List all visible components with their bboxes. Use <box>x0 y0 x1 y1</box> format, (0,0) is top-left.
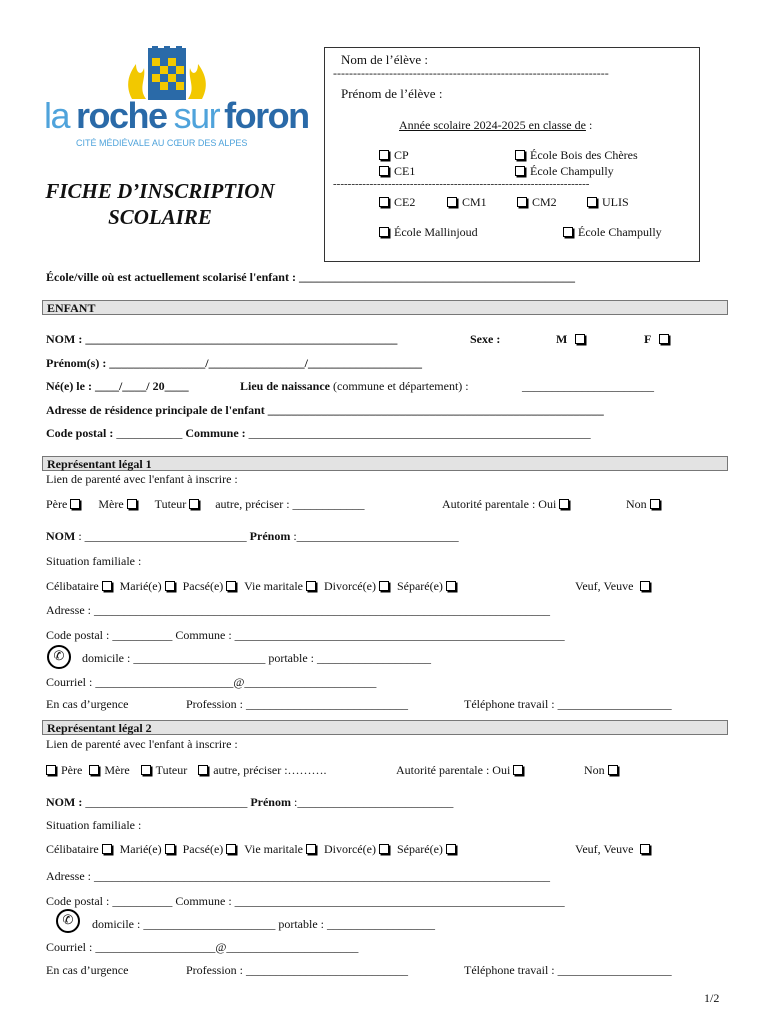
checkbox[interactable] <box>563 227 573 237</box>
checkbox[interactable] <box>89 765 99 775</box>
sex-option-m[interactable]: M <box>556 332 590 347</box>
rep1-option-mere[interactable]: Mère <box>98 497 141 511</box>
rep2-authority-no[interactable]: Non <box>584 763 623 778</box>
school-year-label: Année scolaire 2024-2025 en classe de : <box>399 118 593 132</box>
child-address-field[interactable]: Adresse de résidence principale de l'enfant ________________________________________________________ <box>46 403 604 417</box>
checkbox[interactable] <box>165 581 175 591</box>
page-title-line1: FICHE D’INSCRIPTION <box>45 179 275 203</box>
checkbox[interactable] <box>640 844 650 854</box>
checkbox[interactable] <box>306 844 316 854</box>
checkbox[interactable] <box>575 334 585 344</box>
logo-word-sur: sur <box>173 95 220 136</box>
checkbox[interactable] <box>306 581 316 591</box>
rep2-postal-commune-field[interactable]: Code postal : __________ Commune : _______________________________________________________ <box>46 894 565 908</box>
rep2-authority-yes[interactable]: Autorité parentale : Oui <box>396 763 528 778</box>
rep1-status-divorce[interactable]: Divorcé(e) <box>324 579 394 593</box>
child-firstnames-field[interactable]: Prénom(s) : ________________/________________/___________________ <box>46 356 422 370</box>
phone-icon: ✆ <box>47 645 71 669</box>
rep2-option-pere[interactable]: Père <box>46 763 82 777</box>
rep1-address-field[interactable]: Adresse : ____________________________________________________________________________ <box>46 603 550 617</box>
logo-tagline: CITÉ MÉDIÉVALE AU CŒUR DES ALPES <box>76 138 248 148</box>
rep1-status-veuf[interactable]: Veuf, Veuve <box>575 579 655 594</box>
logo-word-roche: roche <box>76 95 167 136</box>
rep2-phone-field[interactable]: domicile : ______________________ portable : __________________ <box>92 917 435 931</box>
checkbox[interactable] <box>189 499 199 509</box>
checkbox[interactable] <box>102 581 112 591</box>
sex-option-f[interactable]: F <box>644 332 674 347</box>
rep2-address-field[interactable]: Adresse : ____________________________________________________________________________ <box>46 869 550 883</box>
option-ulis[interactable]: ULIS <box>587 195 629 210</box>
logo-word-la: la <box>44 95 70 136</box>
rep1-authority-no[interactable]: Non <box>626 497 665 512</box>
rep1-status-celibataire[interactable]: Célibataire <box>46 579 117 593</box>
section-header-rep2: Représentant légal 2 <box>42 720 728 735</box>
rep1-name-field[interactable]: NOM : ___________________________ Prénom :___________________________ <box>46 529 459 543</box>
checkbox[interactable] <box>379 150 389 160</box>
rep1-status-marie[interactable]: Marié(e) <box>120 579 180 593</box>
rep1-authority-yes[interactable]: Autorité parentale : Oui <box>442 497 574 512</box>
checkbox[interactable] <box>165 844 175 854</box>
checkbox[interactable] <box>379 844 389 854</box>
option-cm2[interactable]: CM2 <box>517 195 557 210</box>
logo <box>40 44 309 154</box>
option-ce2[interactable]: CE2 <box>379 195 415 210</box>
checkbox[interactable] <box>379 166 389 176</box>
checkbox[interactable] <box>587 197 597 207</box>
checkbox[interactable] <box>559 499 569 509</box>
child-name-field[interactable]: NOM : ____________________________________________________ <box>46 332 398 346</box>
page-title <box>40 178 280 230</box>
rep2-status-divorce[interactable]: Divorcé(e) <box>324 842 394 856</box>
rep1-email-field[interactable]: Courriel : _______________________@______________________ <box>46 675 377 689</box>
checkbox[interactable] <box>446 844 456 854</box>
checkbox[interactable] <box>379 581 389 591</box>
rep2-status-pacse[interactable]: Pacsé(e) <box>183 842 242 856</box>
option-cp[interactable]: CP <box>379 148 409 163</box>
rep2-status-veuf[interactable]: Veuf, Veuve <box>575 842 655 857</box>
option-cm1[interactable]: CM1 <box>447 195 487 210</box>
checkbox[interactable] <box>513 765 523 775</box>
student-class-box <box>324 47 700 262</box>
rep2-status-celibataire[interactable]: Célibataire <box>46 842 117 856</box>
birth-place-line[interactable]: ______________________ <box>522 379 654 393</box>
dash-separator: --------------------------------------------------------------------- <box>333 66 609 80</box>
option-ce1[interactable]: CE1 <box>379 164 415 179</box>
checkbox[interactable] <box>447 197 457 207</box>
rep2-relationship-options <box>46 763 327 778</box>
checkbox[interactable] <box>226 581 236 591</box>
rep1-profession-field[interactable]: Profession : ___________________________ <box>186 697 408 711</box>
birth-place-field[interactable]: Lieu de naissance (commune et département) : <box>240 379 469 393</box>
rep2-family-status-options <box>46 842 461 857</box>
checkbox[interactable] <box>141 765 151 775</box>
checkbox[interactable] <box>608 765 618 775</box>
dash-separator-2: ---------------------------------------------------------------------- <box>333 178 590 190</box>
rep2-work-phone-field[interactable]: Téléphone travail : ___________________ <box>464 963 672 977</box>
rep1-option-pere[interactable]: Père <box>46 497 85 511</box>
option-ecole-champully-2[interactable]: École Champully <box>563 225 662 240</box>
rep2-family-status-label: Situation familiale : <box>46 818 142 832</box>
rep1-relationship-options <box>46 497 365 512</box>
student-name-label: Nom de l’élève : <box>341 52 428 67</box>
rep1-phone-field[interactable]: domicile : ______________________ portable : ___________________ <box>82 651 431 665</box>
rep1-option-autre[interactable]: autre, préciser : ____________ <box>215 497 365 511</box>
rep2-email-field[interactable]: Courriel : ____________________@______________________ <box>46 940 359 954</box>
checkbox[interactable] <box>515 150 525 160</box>
checkbox[interactable] <box>446 581 456 591</box>
checkbox[interactable] <box>46 765 56 775</box>
birth-date-field[interactable]: Né(e) le : ____/____/ 20____ <box>46 379 189 393</box>
option-ecole-champully-1[interactable]: École Champully <box>515 164 614 179</box>
page-title-line2: SCOLAIRE <box>108 205 212 229</box>
rep2-profession-field[interactable]: Profession : ___________________________ <box>186 963 408 977</box>
rep1-work-phone-field[interactable]: Téléphone travail : ___________________ <box>464 697 672 711</box>
rep2-option-autre[interactable]: autre, préciser :………. <box>198 763 326 777</box>
rep2-option-tuteur[interactable]: Tuteur <box>141 763 188 777</box>
rep2-status-separe[interactable]: Séparé(e) <box>397 842 461 856</box>
rep1-emergency-label: En cas d’urgence <box>46 697 129 711</box>
logo-word-foron: foron <box>224 95 309 136</box>
checkbox[interactable] <box>650 499 660 509</box>
checkbox[interactable] <box>517 197 527 207</box>
rep1-option-tuteur[interactable]: Tuteur <box>155 497 205 511</box>
rep1-family-status-options <box>46 579 461 594</box>
student-firstname-label: Prénom de l’élève : <box>341 86 443 101</box>
checkbox[interactable] <box>640 581 650 591</box>
checkbox[interactable] <box>102 844 112 854</box>
checkbox[interactable] <box>379 197 389 207</box>
checkbox[interactable] <box>70 499 80 509</box>
child-postal-commune[interactable]: Code postal : ___________ Commune : _________________________________________________________ <box>46 426 591 440</box>
rep2-option-mere[interactable]: Mère <box>89 763 129 777</box>
rep2-emergency-label: En cas d’urgence <box>46 963 129 977</box>
rep1-status-pacse[interactable]: Pacsé(e) <box>183 579 242 593</box>
rep1-family-status-label: Situation familiale : <box>46 554 142 568</box>
page-number: 1/2 <box>704 991 720 1005</box>
checkbox[interactable] <box>198 765 208 775</box>
rep2-relationship-label: Lien de parenté avec l'enfant à inscrire : <box>46 737 238 751</box>
section-header-enfant: ENFANT <box>42 300 728 315</box>
rep1-postal-commune-field[interactable]: Code postal : __________ Commune : _______________________________________________________ <box>46 628 565 642</box>
sex-label: Sexe : <box>470 332 501 346</box>
section-header-rep1: Représentant légal 1 <box>42 456 728 471</box>
checkbox[interactable] <box>379 227 389 237</box>
checkbox[interactable] <box>659 334 669 344</box>
rep1-status-vie-maritale[interactable]: Vie maritale <box>244 579 321 593</box>
phone-icon: ✆ <box>56 909 80 933</box>
rep1-relationship-label: Lien de parenté avec l'enfant à inscrire : <box>46 472 238 486</box>
current-school-field[interactable]: École/ville où est actuellement scolarisé l'enfant : ______________________________________________ <box>46 270 575 284</box>
checkbox[interactable] <box>515 166 525 176</box>
checkbox[interactable] <box>127 499 137 509</box>
rep1-status-separe[interactable]: Séparé(e) <box>397 579 461 593</box>
rep2-status-marie[interactable]: Marié(e) <box>120 842 180 856</box>
checkbox[interactable] <box>226 844 236 854</box>
option-ecole-bois-des-cheres[interactable]: École Bois des Chères <box>515 148 638 163</box>
rep2-status-vie-maritale[interactable]: Vie maritale <box>244 842 321 856</box>
rep2-name-field[interactable]: NOM : ___________________________ Prénom :__________________________ <box>46 795 454 809</box>
option-ecole-mallinjoud[interactable]: École Mallinjoud <box>379 225 478 240</box>
